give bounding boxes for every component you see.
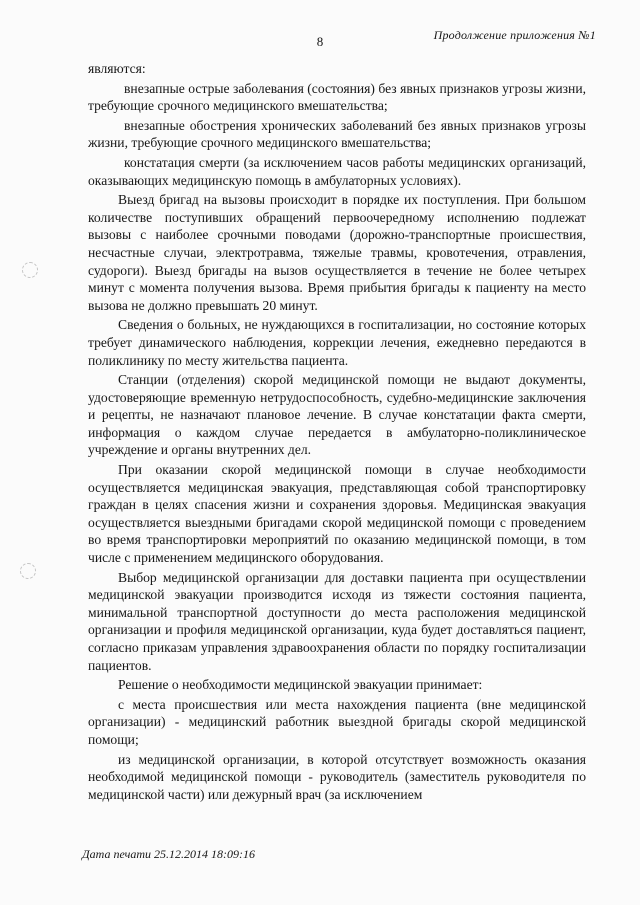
paragraph: с места происшествия или места нахождения пациента (вне медицинской организации) - медицинский работник выездной бригады скорой медицинской помощи; xyxy=(88,696,586,747)
paragraph: При оказании скорой медицинской помощи в случае необходимости осуществляется медицинская эвакуация, представляющая собой транспортировку граждан в целях спасения жизни и сохранения здоровья. Медицинская эвакуация осуществляется выездными бригадами скорой медицинской помощи с проведением во время транспортировки мероприятий по оказанию медицинской помощи, в том числе с применением медицинского оборудования. xyxy=(88,462,586,566)
paragraph: внезапные острые заболевания (состояния) без явных признаков угрозы жизни, требующие срочного медицинского вмешательства; xyxy=(88,80,586,114)
paragraph: Сведения о больных, не нуждающихся в госпитализации, но состояние которых требует динамического наблюдения, коррекции лечения, ежедневно передаются в поликлинику по месту жительства пациента. xyxy=(88,317,586,368)
continuation-header: Продолжение приложения №1 xyxy=(433,28,596,42)
punch-hole-mark xyxy=(20,563,36,579)
paragraph: констатация смерти (за исключением часов работы медицинских организаций, оказывающих медицинскую помощь в амбулаторных условиях). xyxy=(88,154,586,188)
paragraph: Решение о необходимости медицинской эвакуации принимает: xyxy=(118,677,483,693)
paragraph: Станции (отделения) скорой медицинской помощи не выдают документы, удостоверяющие временную нетрудоспособность, судебно-медицинские заключения и рецепты, не назначают плановое лечение. В случае констатации факта смерти, информация о каждом случае передается в амбулаторно-поликлиническое учреждение и органы внутренних дел. xyxy=(88,372,586,458)
paragraph: Выезд бригад на вызовы происходит в порядке их поступления. При большом количестве поступивших обращений первоочередному исполнению подлежат вызовы с наиболее срочными поводами (дорожно-транспортные происшествия, несчастные случаи, электротравма, тяжелые травмы, кровотечения, отравления, судороги). Выезд бригады на вызов осуществляется в течение не более четырех минут с момента получения вызова. Время прибытия бригады к пациенту на место вызова не должно превышать 20 минут. xyxy=(88,192,586,313)
paragraph: Выбор медицинской организации для доставки пациента при осуществлении медицинской эвакуации производится исходя из тяжести состояния пациента, минимальной транспортной доступности до места расположения медицинской организации и профиля медицинской организации, куда будет доставляться пациент, согласно приказам управления здравоохранения области по порядку госпитализации пациентов. xyxy=(88,569,586,673)
print-date: Дата печати 25.12.2014 18:09:16 xyxy=(82,847,255,861)
page-number: 8 xyxy=(316,34,324,49)
punch-hole-mark xyxy=(22,262,38,278)
document-body xyxy=(88,60,586,805)
paragraph: внезапные обострения хронических заболеваний без явных признаков угрозы жизни, требующие срочного медицинского вмешательства; xyxy=(88,117,586,151)
paragraph: из медицинской организации, в которой отсутствует возможность оказания необходимой медицинской помощи - руководитель (заместитель руководителя по медицинской части) или дежурный врач (за исключением xyxy=(88,751,586,802)
paragraph: являются: xyxy=(88,61,146,76)
